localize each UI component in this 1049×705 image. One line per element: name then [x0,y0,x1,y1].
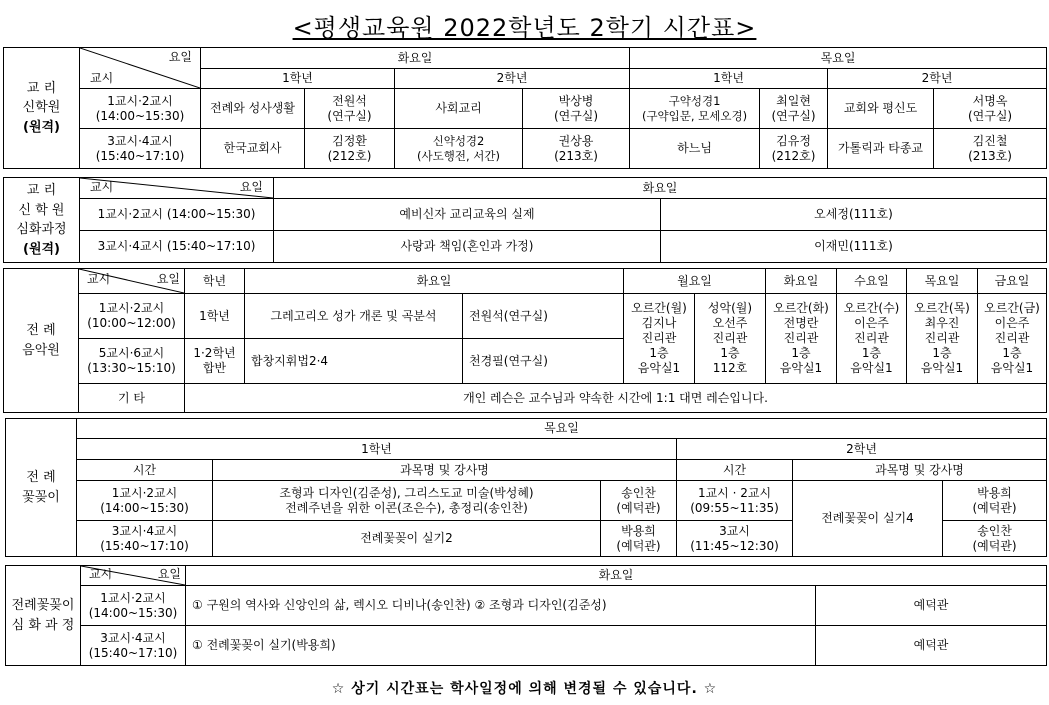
course-cell: ① 전례꽃꽂이 실기(박용희) [186,626,816,666]
course-cell: 구약성경1 (구약입문, 모세오경) [630,89,760,129]
instructor-cell: 이재민(111호) [661,231,1047,263]
table-row [4,294,1047,339]
course-cell: 사회교리 [395,89,523,129]
lesson-cell: 오르간(수) 이은주 진리관 1층 음악실1 [837,294,907,384]
etc-note: 개인 레슨은 교수님과 약속한 시간에 1:1 대면 레슨입니다. [185,384,1047,413]
page-title: <평생교육원 2022학년도 2학기 시간표> [292,14,757,42]
course-cell: 사랑과 책임(혼인과 가정) [274,231,661,263]
dept-label: 전 례 음악원 [4,269,79,413]
table-liturgical-music [3,268,1047,413]
period-cell: 1교시 · 2교시 (09:55~11:35) [677,481,793,521]
period-cell: 1교시·2교시 (14:00~15:30) [81,586,186,626]
time-header: 시간 [677,460,793,481]
table-flower-advanced [5,565,1047,666]
day-header: 화요일 [766,269,837,294]
instructor-cell: 권상용 (213호) [523,129,630,169]
period-cell: 3교시·4교시 (15:40~17:10) [81,626,186,666]
day-header: 화요일 [245,269,624,294]
period-cell: 3교시·4교시 (15:40~17:10) [80,231,274,263]
grade-cell: 1학년 [185,294,245,339]
lesson-cell: 오르간(화) 전명란 진리관 1층 음악실1 [766,294,837,384]
table-flower-arrangement [5,418,1047,557]
day-header: 목요일 [630,48,1047,69]
dept-label: 전례꽃꽂이 심 화 과 정 [6,566,81,666]
table-row [4,199,1047,231]
instructor-cell: 박용희 (예덕관) [601,521,677,557]
dept-label: 전 례 꽃꽂이 [6,419,77,557]
period-cell: 1교시·2교시 (10:00~12:00) [79,294,185,339]
etc-label: 기 타 [79,384,185,413]
day-header: 목요일 [907,269,978,294]
course-cell: 교회와 평신도 [828,89,934,129]
grade-cell: 1·2학년 합반 [185,339,245,384]
table-doctrine-remote [3,47,1047,169]
course-cell: 그레고리오 성가 개론 및 곡분석 [245,294,463,339]
course-cell: 전례와 성사생활 [201,89,305,129]
lesson-cell: 오르간(월) 김지나 진리관 1층 음악실1 [624,294,695,384]
period-cell: 1교시·2교시 (14:00~15:30) [80,199,274,231]
table-doctrine-advanced [3,177,1047,263]
instructor-cell: 최일현 (연구실) [760,89,828,129]
day-header: 수요일 [837,269,907,294]
day-header: 목요일 [77,419,1047,439]
instructor-cell: 전원석(연구실) [463,294,624,339]
instructor-cell: 김정환 (212호) [305,129,395,169]
course-cell: 한국교회사 [201,129,305,169]
instructor-cell: 김유정 (212호) [760,129,828,169]
day-header: 금요일 [978,269,1047,294]
instructor-cell: 송인찬 (예덕관) [601,481,677,521]
course-cell: 전례꽃꽂이 실기4 [793,481,943,557]
course-cell: 하느님 [630,129,760,169]
corner-header: 교시 요일 [80,178,274,199]
instructor-cell: 송인찬 (예덕관) [943,521,1047,557]
grade-header: 학년 [185,269,245,294]
table-row [4,129,1047,169]
course-cell: 예비신자 교리교육의 실제 [274,199,661,231]
instructor-cell: 박상병 (연구실) [523,89,630,129]
place-cell: 예덕관 [816,626,1047,666]
instructor-cell: 김진철 (213호) [934,129,1047,169]
course-cell: 합창지휘법2·4 [245,339,463,384]
table-row [4,89,1047,129]
table-row [4,384,1047,413]
day-header: 월요일 [624,269,766,294]
instructor-cell: 박용희 (예덕관) [943,481,1047,521]
table-row [6,481,1047,521]
subject-header: 과목명 및 강사명 [793,460,1047,481]
dept-label: 교 리 신 학 원 심화과정 (원격) [4,178,80,263]
period-cell: 1교시·2교시 (14:00~15:30) [80,89,201,129]
lesson-cell: 성악(월) 오선주 진리관 1층 112호 [695,294,766,384]
lesson-cell: 오르간(금) 이은주 진리관 1층 음악실1 [978,294,1047,384]
subject-header: 과목명 및 강사명 [213,460,677,481]
grade-header: 1학년 [77,439,677,460]
footer-note: ☆ 상기 시간표는 학사일정에 의해 변경될 수 있습니다. ☆ [331,681,718,697]
day-header: 화요일 [201,48,630,69]
table-row [4,231,1047,263]
grade-header: 2학년 [828,69,1047,89]
grade-header: 1학년 [630,69,828,89]
corner-header: 교시 요일 [81,566,186,586]
period-cell: 5교시·6교시 (13:30~15:10) [79,339,185,384]
corner-header: 교시 요일 [80,48,201,89]
day-header: 화요일 [274,178,1047,199]
grade-header: 2학년 [677,439,1047,460]
instructor-cell: 천경필(연구실) [463,339,624,384]
place-cell: 예덕관 [816,586,1047,626]
table-row [6,586,1047,626]
instructor-cell: 오세정(111호) [661,199,1047,231]
period-cell: 3교시·4교시 (15:40~17:10) [77,521,213,557]
dept-label: 교 리 신학원 (원격) [4,48,80,169]
course-cell: 신약성경2 (사도행전, 서간) [395,129,523,169]
period-cell: 1교시·2교시 (14:00~15:30) [77,481,213,521]
instructor-cell: 서명옥 (연구실) [934,89,1047,129]
lesson-cell: 오르간(목) 최우진 진리관 1층 음악실1 [907,294,978,384]
period-cell: 3교시·4교시 (15:40~17:10) [80,129,201,169]
grade-header: 1학년 [201,69,395,89]
course-cell: 조형과 디자인(김준성), 그리스도교 미술(박성혜) 전례주년을 위한 이콘(조은수), 총정리(송인찬) [213,481,601,521]
instructor-cell: 전원석 (연구실) [305,89,395,129]
table-row [6,626,1047,666]
course-cell: 가톨릭과 타종교 [828,129,934,169]
period-cell: 3교시 (11:45~12:30) [677,521,793,557]
grade-header: 2학년 [395,69,630,89]
day-header: 화요일 [186,566,1047,586]
course-cell: 전례꽃꽂이 실기2 [213,521,601,557]
course-cell: ① 구원의 역사와 신앙인의 삶, 렉시오 디비나(송인찬) ② 조형과 디자인(김준성) [186,586,816,626]
time-header: 시간 [77,460,213,481]
corner-header: 교시 요일 [79,269,185,294]
